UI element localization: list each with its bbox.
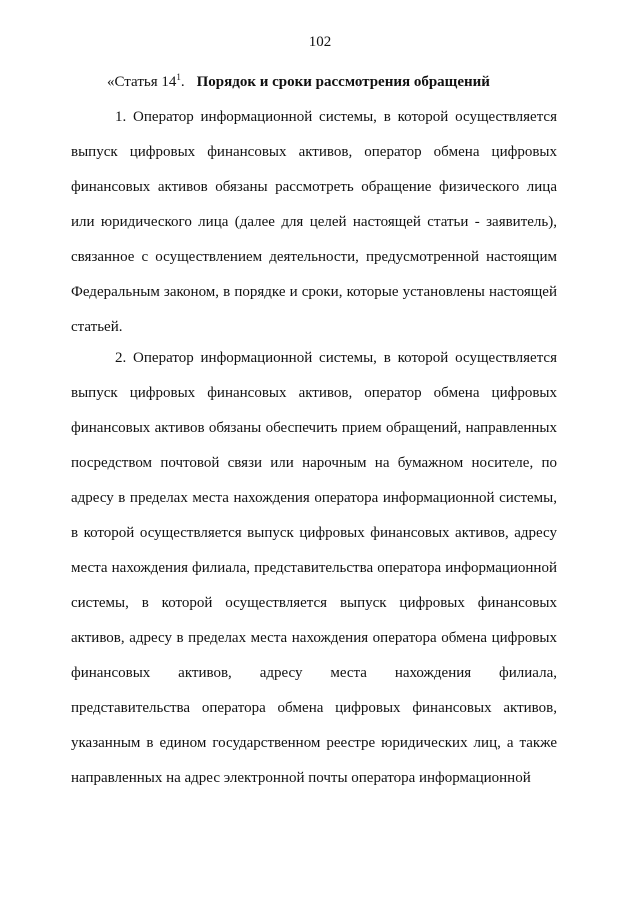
article-prefix: «Статья 14 — [107, 74, 177, 90]
article-heading — [107, 72, 490, 91]
paragraph-2: 2. Оператор информационной системы, в которой осуществляется выпуск цифровых финансовых активов, оператор обмена цифровых финансовых активов обязаны обеспечить прием обращений, направленных посредством почтовой связи или нарочным на бумажном носителе, по адресу в пределах места нахождения оператора информационной системы, в которой осуществляется выпуск цифровых финансовых активов, адресу места нахождения филиала, представительства оператора информационной системы, в которой осуществляется выпуск цифровых финансовых активов, адресу в пределах места нахождения оператора обмена цифровых финансовых активов, адресу места нахождения филиала, представительства оператора обмена цифровых финансовых активов, указанным в едином государственном реестре юридических лиц, а также направленных на адрес электронной почты оператора информационной — [71, 350, 557, 786]
page-number: 102 — [308, 34, 332, 50]
paragraph-1: 1. Оператор информационной системы, в которой осуществляется выпуск цифровых финансовых активов, оператор обмена цифровых финансовых активов обязаны рассмотреть обращение физического лица или юридического лица (далее для целей настоящей статьи - заявитель), связанное с осуществлением деятельности, предусмотренной настоящим Федеральным законом, в порядке и сроки, которые установлены настоящей статьей. — [71, 109, 557, 335]
article-superscript: 1 — [176, 72, 181, 82]
article-title: Порядок и сроки рассмотрения обращений — [196, 74, 490, 90]
article-suffix: . — [180, 74, 185, 90]
